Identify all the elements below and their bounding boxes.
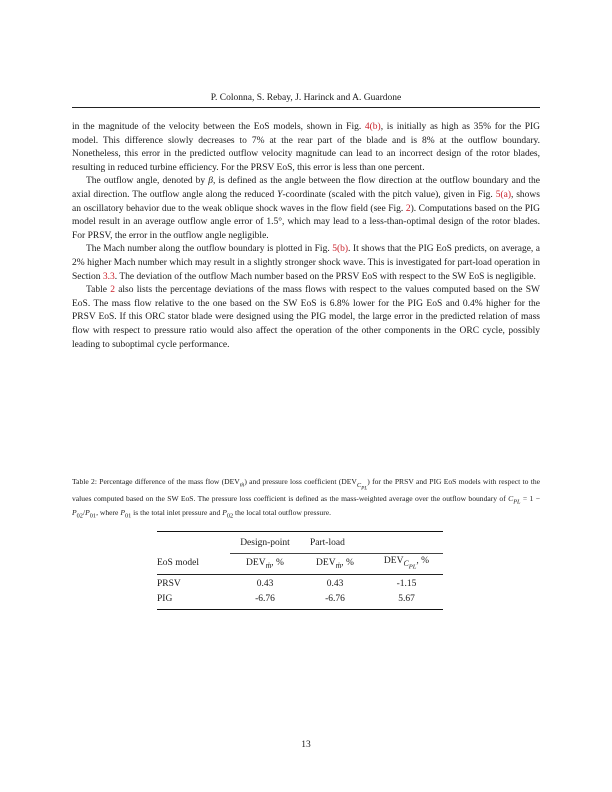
group-header-part-load: Part-load: [300, 532, 443, 554]
table-row: [157, 575, 443, 593]
cell-design-mdot: 0.43: [230, 575, 300, 593]
col-header-part-dev-mdot: $DEV_ṁ$, %: [300, 554, 370, 575]
paragraph-2: The outflow angle, denoted by β, is defined as the angle between the flow direction at the outflow boundary and the axial direction. The outflow angle along the reduced Y-coordinate (scaled with the pitch value), given in Fig. 5(a), shows an oscillatory behavior due to the weak oblique shock waves in the flow field (see Fig. 2). Computations based on the PIG model result in an average outflow angle error of 1.5°, which may lead to a less-than-optimal design of the rotor blades. For PRSV, the error in the outflow angle negligible.: [72, 176, 541, 241]
paragraph-4: Table 2 also lists the percentage deviations of the mass flows with respect to the values computed based on the SW EoS. The mass flow relative to the one based on the SW EoS is 6.8% lower for the PIG EoS and 0.4% higher for the PRSV EoS. If this ORC stator blade were designed using the PIG model, the large error in the predicted relation of mass flow with respect to pressure ratio would also affect the operation of the other components in the ORC cycle, possibly leading to suboptimal cycle performance.: [72, 285, 540, 350]
table-group-header-row: [157, 532, 443, 554]
running-head: P. Colonna, S. Rebay, J. Harinck and A. Guardone: [210, 93, 402, 103]
table-column-header-row: [157, 554, 443, 575]
header-rule: [72, 107, 540, 108]
results-table: [157, 531, 443, 610]
col-header-eos-model: EoS model: [157, 558, 199, 569]
table-link-2[interactable]: 2: [110, 285, 115, 296]
figure-link-5a[interactable]: 5(a): [495, 189, 511, 200]
paragraph-3: The Mach number along the outflow boundary is plotted in Fig. 5(b). It shows that the PIG EoS predicts, on average, a 2% higher Mach number which may result in a slightly stronger shock wave. This is investigated for part-load operation in Section 3.3. The deviation of the outflow Mach number based on the PRSV EoS with respect to the SW EoS is negligible.: [72, 244, 540, 282]
cell-design-mdot: -6.76: [230, 592, 300, 610]
cell-model: PIG: [157, 592, 230, 610]
col-header-design-dev-mdot: $DEV_ṁ$, %: [230, 554, 300, 575]
page-number: 13: [301, 740, 311, 750]
cell-part-mdot: -6.76: [300, 592, 370, 610]
body-text: [72, 121, 540, 352]
cell-part-cpl: -1.15: [370, 575, 443, 593]
cell-part-cpl: 5.67: [370, 592, 443, 610]
cell-part-mdot: 0.43: [300, 575, 370, 593]
figure-link-5b[interactable]: 5(b): [332, 244, 349, 255]
figure-link-4b[interactable]: 4(b): [364, 122, 381, 132]
section-link-3-3[interactable]: 3.3: [102, 271, 115, 282]
cell-model: PRSV: [157, 575, 230, 593]
paragraph-1: in the magnitude of the velocity between the EoS models, shown in Fig. 4(b), is initially as high as 35% for the PIG model. This difference slowly decreases to 7% at the rear part of the blade and is 8% at the outflow boundary. Nonetheless, this error in the predicted outflow velocity magnitude can lead to an incorrect design of the rotor blades, resulting in reduced turbine efficiency. For the PRSV EoS, this error is less than one percent.: [72, 122, 540, 173]
table-caption: Table 2: Percentage difference of the mass flow $(DEV_ṁ)$ and pressure loss coefficient $(DEV_{C_{PL}})$ for the PRSV and PIG EoS models with respect to the values computed based on the SW EoS. The pressure loss coefficient is defined as the mass-weighted average over the outflow boundary of $C_{PL} = 1 - P_{02}/P_{01}$, where $P_{01}$ is the total inlet pressure and $P_{02}$ the local total outflow pressure.: [72, 477, 540, 520]
table-row: [157, 592, 443, 610]
group-header-design-point: Design-point: [230, 532, 300, 554]
figure-link-2[interactable]: 2: [405, 203, 411, 214]
col-header-part-dev-cpl: $DEV_{C_{PL}}$, %: [370, 554, 443, 575]
